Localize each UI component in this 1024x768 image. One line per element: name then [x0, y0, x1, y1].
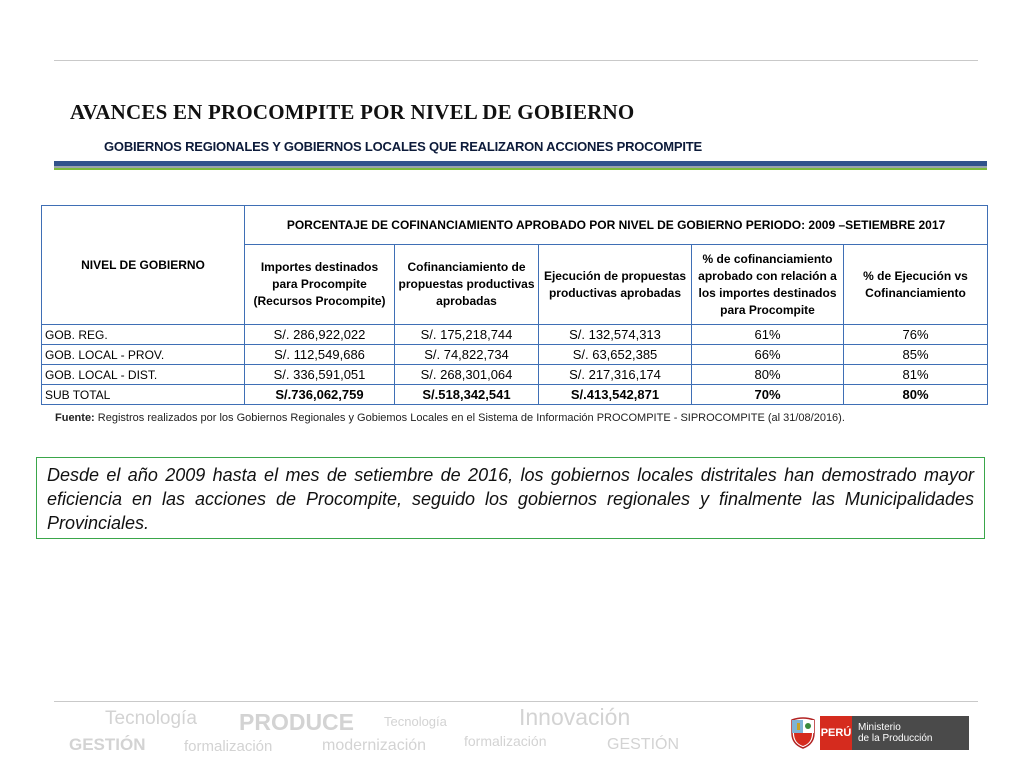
watermark-gestion: GESTIÓN [69, 735, 146, 754]
header-importes: Importes destinados para Procompite (Recursos Procompite) [245, 245, 395, 325]
header-pct-ejecucion: % de Ejecución vs Cofinanciamiento [844, 245, 988, 325]
watermark-tecnologia-small: Tecnología [384, 714, 447, 729]
cell-ejecucion: S/. 217,316,174 [539, 365, 692, 385]
row-level: GOB. LOCAL - DIST. [42, 365, 245, 385]
header-periodo: PORCENTAJE DE COFINANCIAMIENTO APROBADO POR NIVEL DE GOBIERNO PERIODO: 2009 –SETIEMBRE 2017 [245, 206, 988, 245]
header-nivel-gobierno: NIVEL DE GOBIERNO [42, 206, 245, 325]
cell-pct-cofinanciamiento: 80% [692, 365, 844, 385]
conclusion-text: Desde el año 2009 hasta el mes de setiembre de 2016, los gobiernos locales distritales han demostrado mayor eficiencia en las acciones de Procompite, seguido los gobiernos regionales y finalmente las Municipalidades Provinciales. [47, 465, 974, 533]
header-pct-cofinanciamiento: % de cofinanciamiento aprobado con relación a los importes destinados para Procompite [692, 245, 844, 325]
bottom-divider [54, 701, 978, 702]
watermark-innovacion: Innovación [519, 704, 631, 730]
cell-importes: S/. 336,591,051 [245, 365, 395, 385]
row-level: GOB. LOCAL - PROV. [42, 345, 245, 365]
logo-ministerio-line2: de la Producción [858, 733, 933, 744]
row-level: GOB. REG. [42, 325, 245, 345]
logo-ministerio-line1: Ministerio [858, 722, 901, 733]
source-note [55, 412, 845, 424]
table-row [42, 345, 988, 365]
cofinanciamiento-table [41, 205, 988, 405]
source-label: Fuente: [55, 412, 95, 424]
page-title: AVANCES EN PROCOMPITE POR NIVEL DE GOBIERNO [70, 100, 635, 124]
cell-ejecucion: S/. 63,652,385 [539, 345, 692, 365]
cell-pct-ejecucion: 85% [844, 345, 988, 365]
watermark-gestion-2: GESTIÓN [607, 736, 680, 753]
cell-importes: S/.736,062,759 [245, 385, 395, 405]
watermark-formalizacion: formalización [184, 738, 273, 755]
conclusion-box [36, 457, 985, 539]
cell-cofinanciamiento: S/. 268,301,064 [395, 365, 539, 385]
cell-pct-cofinanciamiento: 70% [692, 385, 844, 405]
logo-ministerio [852, 716, 969, 750]
table-row-subtotal [42, 385, 988, 405]
cell-ejecucion: S/. 132,574,313 [539, 325, 692, 345]
table-row [42, 325, 988, 345]
cell-cofinanciamiento: S/. 74,822,734 [395, 345, 539, 365]
logo-peru: PERÚ [820, 716, 852, 750]
cell-pct-cofinanciamiento: 66% [692, 345, 844, 365]
watermark-formalizacion-2: formalización [464, 733, 547, 749]
cell-importes: S/. 112,549,686 [245, 345, 395, 365]
header-cofinanciamiento: Cofinanciamiento de propuestas productivas aprobadas [395, 245, 539, 325]
cell-pct-cofinanciamiento: 61% [692, 325, 844, 345]
cell-importes: S/. 286,922,022 [245, 325, 395, 345]
watermark-modernizacion: modernización [322, 737, 427, 754]
watermark-produce: PRODUCE [239, 709, 355, 735]
header-stripe-green [54, 168, 987, 170]
table-row [42, 365, 988, 385]
top-divider [54, 60, 978, 61]
cell-pct-ejecucion: 81% [844, 365, 988, 385]
cell-cofinanciamiento: S/.518,342,541 [395, 385, 539, 405]
cell-pct-ejecucion: 80% [844, 385, 988, 405]
watermark-tecnologia: Tecnología [105, 708, 197, 729]
page-subtitle: GOBIERNOS REGIONALES Y GOBIERNOS LOCALES QUE REALIZARON ACCIONES PROCOMPITE [104, 139, 702, 154]
row-level: SUB TOTAL [42, 385, 245, 405]
cell-pct-ejecucion: 76% [844, 325, 988, 345]
cell-cofinanciamiento: S/. 175,218,744 [395, 325, 539, 345]
header-ejecucion: Ejecución de propuestas productivas aprobadas [539, 245, 692, 325]
peru-coat-of-arms-icon [788, 717, 818, 749]
source-text: Registros realizados por los Gobiernos Regionales y Gobiemos Locales en el Sistema de Información PROCOMPITE - SIPROCOMPITE (al 31/08/2016). [97, 412, 845, 424]
cell-ejecucion: S/.413,542,871 [539, 385, 692, 405]
